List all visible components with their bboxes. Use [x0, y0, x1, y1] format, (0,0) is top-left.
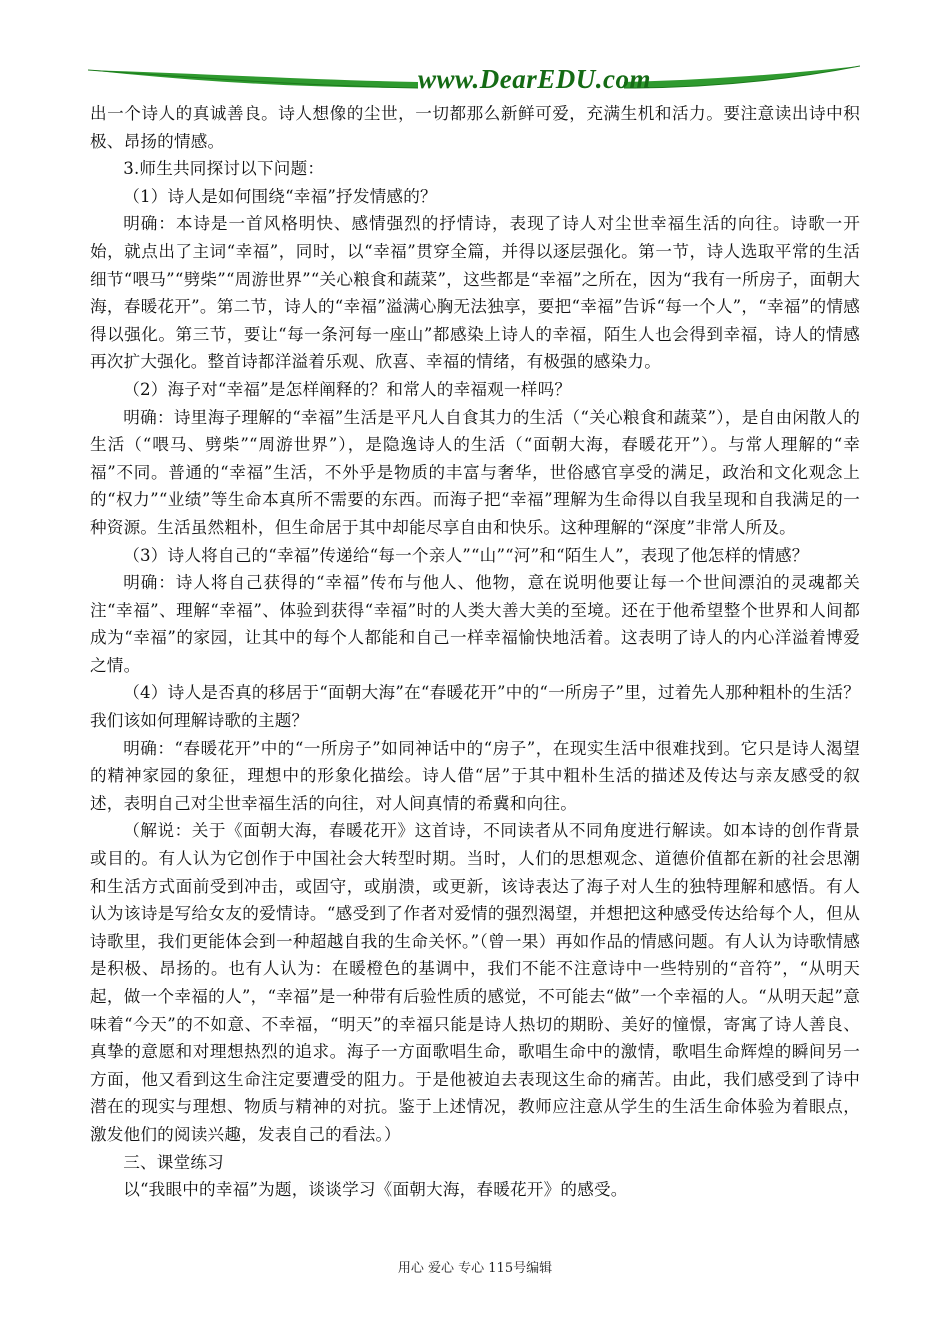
- section-heading-exercise: 三、课堂练习: [123, 1152, 224, 1172]
- section-heading-discussion: 3.师生共同探讨以下问题：: [123, 159, 325, 179]
- document-body: [90, 100, 860, 1204]
- question-4: （4）诗人是否真的移居于“面朝大海”在“春暖花开”中的“一所房子”里，过着先人那种粗朴的生活？我们该如何理解诗歌的主题？: [90, 683, 860, 731]
- answer-3: 明确：诗人将自己获得的“幸福”传布与他人、他物，意在说明他要让每一个世间漂泊的灵魂都关注“幸福”、理解“幸福”、体验到获得“幸福”时的人类大善大美的至境。还在于他希望整个世界和人间都成为“幸福”的家园，让其中的每个人都能和自己一样幸福愉快地活着。这表明了诗人的内心洋溢着博爱之情。: [90, 573, 860, 675]
- paragraph-continuation: 出一个诗人的真诚善良。诗人想像的尘世，一切都那么新鲜可爱，充满生机和活力。要注意读出诗中积极、昂扬的情感。: [90, 104, 860, 151]
- exercise-prompt: 以“我眼中的幸福”为题，谈谈学习《面朝大海，春暖花开》的感受。: [123, 1180, 628, 1200]
- question-3: （3）诗人将自己的“幸福”传递给“每一个亲人”“山”“河”和“陌生人”，表现了他怎样的情感？: [123, 545, 809, 565]
- header-logo: www.DearEDU.com: [418, 64, 652, 94]
- page-header: [88, 58, 860, 100]
- question-1: （1）诗人是如何围绕“幸福”抒发情感的？: [123, 186, 437, 206]
- answer-4: 明确：“春暖花开”中的“一所房子”如同神话中的“房子”，在现实生活中很难找到。它只是诗人渴望的精神家园的象征，理想中的形象化描绘。诗人借“居”于其中粗朴生活的描述及传达与亲友感受的叙述，表明自己对尘世幸福生活的向往，对人间真情的希冀和向往。: [90, 738, 860, 813]
- page-footer: 用心 爱心 专心 115号编辑: [397, 1261, 553, 1276]
- question-2: （2）海子对“幸福”是怎样阐释的？和常人的幸福观一样吗？: [123, 379, 572, 399]
- commentary-paragraph: （解说：关于《面朝大海，春暖花开》这首诗，不同读者从不同角度进行解读。如本诗的创作背景或目的。有人认为它创作于中国社会大转型时期。当时，人们的思想观念、道德价值都在新的社会思潮和生活方式面前受到冲击，或固守，或崩溃，或更新，该诗表达了海子对人生的独特理解和感悟。有人认为该诗是写给女友的爱情诗。“感受到了作者对爱情的强烈渴望，并想把这种感受传达给每个人，但从诗歌里，我们更能体会到一种超越自我的生命关怀。”（曾一果）再如作品的情感问题。有人认为诗歌情感是积极、昂扬的。也有人认为：在暖橙色的基调中，我们不能不注意诗中一些特别的“音符”，“从明天起，做一个幸福的人”，“幸福”是一种带有后验性质的感觉，不可能去“做”一个幸福的人。“从明天起”意味着“今天”的不如意、不幸福，“明天”的幸福只能是诗人热切的期盼、美好的憧憬，寄寓了诗人善良、真挚的意愿和对理想热烈的追求。海子一方面歌唱生命，歌唱生命中的激情，歌唱生命辉煌的瞬间另一方面，他又看到这生命注定要遭受的阻力。于是他被迫去表现这生命的痛苦。由此，我们感受到了诗中潜在的现实与理想、物质与精神的对抗。鉴于上述情况，教师应注意从学生的生活生命体验为着眼点，激发他们的阅读兴趣，发表自己的看法。）: [90, 821, 860, 1144]
- answer-1: 明确：本诗是一首风格明快、感情强烈的抒情诗，表现了诗人对尘世幸福生活的向往。诗歌一开始，就点出了主词“幸福”，同时，以“幸福”贯穿全篇，并得以逐层强化。第一节，诗人选取平常的生活细节“喂马”“劈柴”“周游世界”“关心粮食和蔬菜”，这些都是“幸福”之所在，因为“我有一所房子，面朝大海，春暖花开”。第二节，诗人的“幸福”溢满心胸无法独享，要把“幸福”告诉“每一个人”，“幸福”的情感得以强化。第三节，要让“每一条河每一座山”都感染上诗人的幸福，陌生人也会得到幸福，诗人的情感再次扩大强化。整首诗都洋溢着乐观、欣喜、幸福的情绪，有极强的感染力。: [90, 214, 860, 372]
- answer-2: 明确：诗里海子理解的“幸福”生活是平凡人自食其力的生活（“关心粮食和蔬菜”），是自由闲散人的生活（“喂马、劈柴”“周游世界”），是隐逸诗人的生活（“面朝大海，春暖花开”）。与常人理解的“幸福”不同。普通的“幸福”生活，不外乎是物质的丰富与奢华，世俗感官享受的满足，政治和文化观念上的“权力”“业绩”等生命本真所不需要的东西。而海子把“幸福”理解为生命得以自我呈现和自我满足的一种资源。生活虽然粗朴，但生命居于其中却能尽享自由和快乐。这种理解的“深度”非常人所及。: [90, 407, 860, 537]
